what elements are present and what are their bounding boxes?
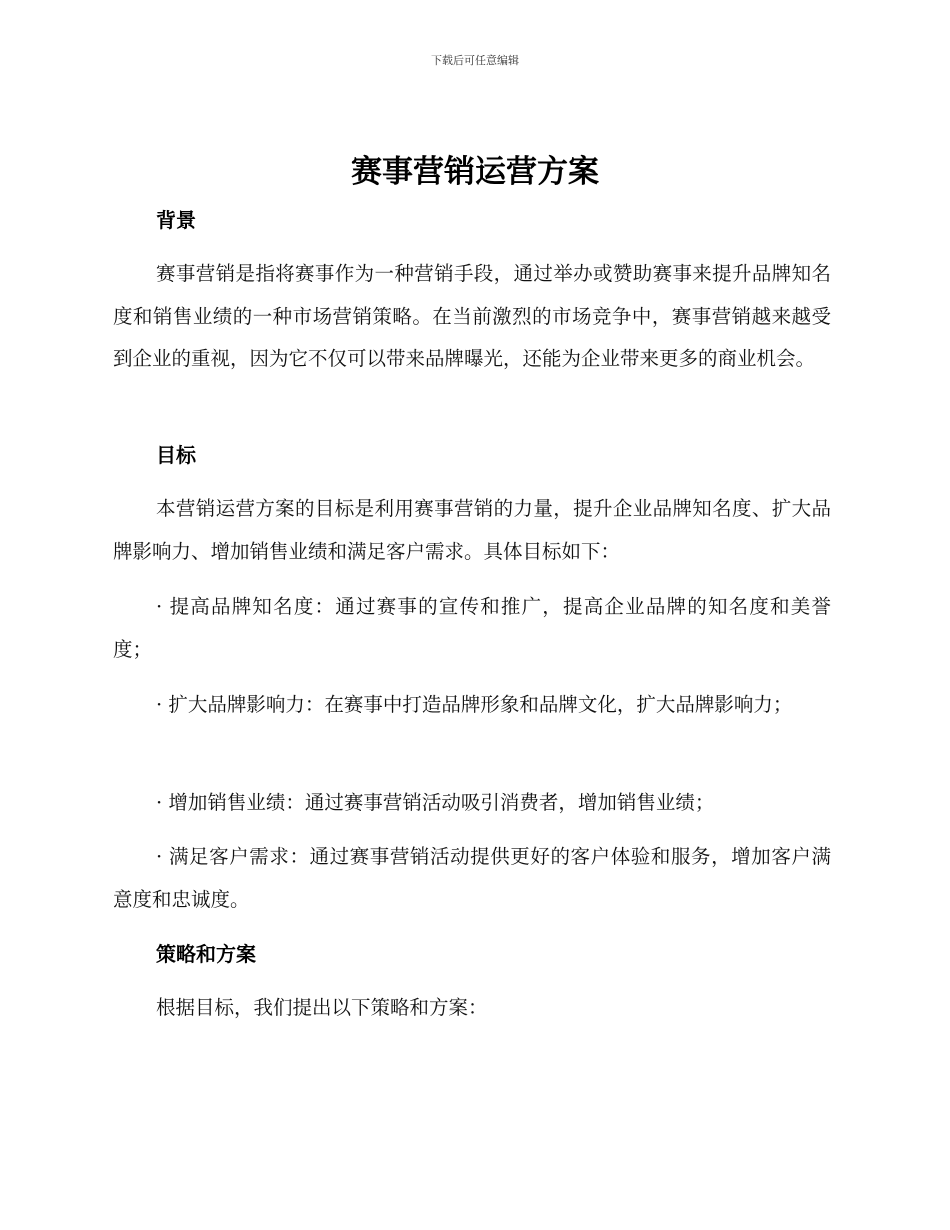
- goal-item-customer-needs: · 满足客户需求：通过赛事营销活动提供更好的客户体验和服务，增加客户满意度和忠诚度。: [113, 845, 831, 911]
- goal-item-brand-influence: · 扩大品牌影响力：在赛事中打造品牌形象和品牌文化，扩大品牌影响力；: [156, 693, 793, 716]
- section-heading-goals: 目标: [156, 443, 196, 467]
- background-paragraph: 赛事营销是指将赛事作为一种营销手段，通过举办或赞助赛事来提升品牌知名度和销售业绩的一种市场营销策略。在当前激烈的市场竞争中，赛事营销越来越受到企业的重视，因为它不仅可以带来品牌曝光，还能为企业带来更多的商业机会。: [113, 262, 831, 370]
- section-heading-strategy: 策略和方案: [156, 942, 256, 966]
- goals-paragraph: 本营销运营方案的目标是利用赛事营销的力量，提升企业品牌知名度、扩大品牌影响力、增加销售业绩和满足客户需求。具体目标如下：: [113, 497, 831, 563]
- section-heading-background: 背景: [156, 208, 196, 232]
- goal-item-sales: · 增加销售业绩：通过赛事营销活动吸引消费者，增加销售业绩；: [156, 791, 715, 814]
- document-title: 赛事营销运营方案: [351, 154, 599, 190]
- header-note: 下载后可任意编辑: [431, 54, 519, 67]
- strategy-paragraph: 根据目标，我们提出以下策略和方案：: [156, 996, 488, 1019]
- goal-item-brand-awareness: · 提高品牌知名度：通过赛事的宣传和推广，提高企业品牌的知名度和美誉度；: [113, 595, 831, 661]
